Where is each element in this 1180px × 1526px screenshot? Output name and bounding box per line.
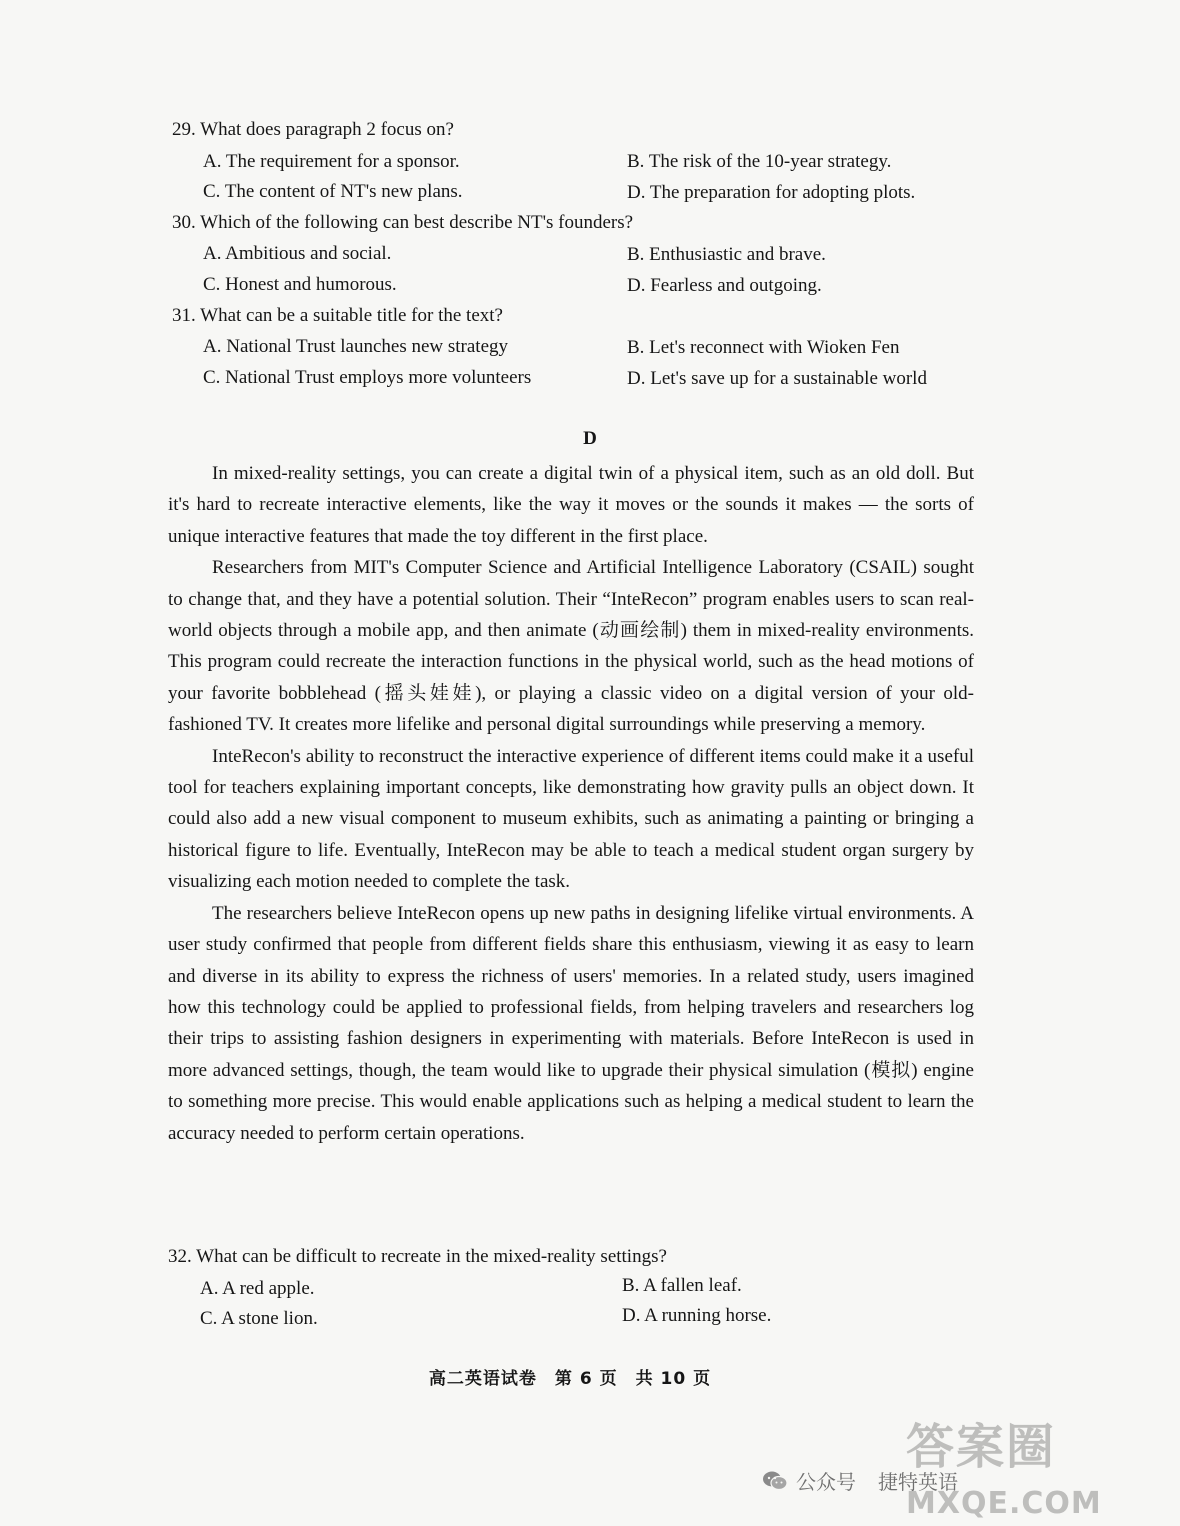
question-31-option-d: D. Let's save up for a sustainable world — [627, 368, 927, 389]
question-29-option-d: D. The preparation for adopting plots. — [627, 182, 916, 203]
question-30-option-d: D. Fearless and outgoing. — [627, 275, 822, 296]
section-title: D — [583, 428, 597, 449]
wechat-label: 公众号 — [796, 1470, 856, 1494]
passage-paragraph-3: InteRecon's ability to reconstruct the interactive experience of different items could make it a useful tool for teachers explaining important concepts, like demonstrating how gravity pulls an object down. It could also add a new visual component to museum exhibits, such as animating a painting or bringing a historical figure to life. Eventually, InteRecon may be able to teach a medical student organ surgery by visualizing each motion needed to complete the task. — [168, 745, 974, 893]
question-29-option-a: A. The requirement for a sponsor. — [203, 151, 460, 172]
question-29-option-b: B. The risk of the 10-year strategy. — [627, 151, 892, 172]
wechat-icon — [762, 1470, 788, 1492]
question-30-option-b: B. Enthusiastic and brave. — [627, 244, 826, 265]
question-29-stem: 29. What does paragraph 2 focus on? — [172, 119, 454, 140]
question-32-option-c: C. A stone lion. — [200, 1308, 318, 1329]
passage-paragraph-2: Researchers from MIT's Computer Science and Artificial Intelligence Laboratory (CSAIL) sought to change that, and they have a potential solution. Their “InteRecon” program enables users to scan real-world objects through a mobile app, and then animate (动画绘制) them in mixed-reality environments. This program could recreate the interaction functions in the physical world, such as the head motions of your favorite bobblehead (摇头娃娃), or playing a classic video on a digital version of your old-fashioned TV. It creates more lifelike and personal digital surroundings while preserving a memory. — [168, 557, 974, 736]
question-30-option-c: C. Honest and humorous. — [203, 274, 397, 295]
watermark-logo — [900, 1408, 1102, 1521]
question-32-option-a: A. A red apple. — [200, 1278, 315, 1299]
passage-paragraph-4: The researchers believe InteRecon opens up new paths in designing lifelike virtual environments. A user study confirmed that people from different fields share this enthusiasm, viewing it as easy to learn and diverse in its ability to express the richness of users' memories. In a related study, users imagined how this technology could be applied to professional fields, from helping travelers and researchers log their trips to assisting fashion designers in experimenting with materials. Before InteRecon is used in more advanced settings, though, the team would like to upgrade their physical simulation (模拟) engine to something more precise. This would enable applications such as helping a medical student to learn the accuracy needed to perform certain operations. — [168, 902, 974, 1144]
wechat-account: 捷特英语 — [878, 1470, 958, 1494]
question-31-option-c: C. National Trust employs more volunteers — [203, 367, 532, 388]
watermark-logo-url: MXQE.COM — [906, 1486, 1102, 1521]
passage-paragraph-1: In mixed-reality settings, you can create a digital twin of a physical item, such as an old doll. But it's hard to recreate interactive elements, like the way it moves or the sounds it makes — the sorts of unique interactive features that made the toy different in the first place. — [168, 463, 974, 547]
question-32-option-d: D. A running horse. — [622, 1305, 772, 1326]
passage-d — [168, 458, 974, 1149]
page-footer: 高二英语试卷 第 6 页 共 10 页 — [428, 1369, 712, 1389]
watermark-logo-text: 答案圈 — [906, 1419, 1057, 1475]
question-29-option-c: C. The content of NT's new plans. — [203, 181, 463, 202]
question-31-stem: 31. What can be a suitable title for the text? — [172, 305, 503, 326]
wechat-watermark — [762, 1466, 958, 1495]
question-31-option-b: B. Let's reconnect with Wioken Fen — [627, 337, 900, 358]
question-32-stem: 32. What can be difficult to recreate in the mixed-reality settings? — [168, 1246, 667, 1267]
question-31-option-a: A. National Trust launches new strategy — [203, 336, 509, 357]
question-32-option-b: B. A fallen leaf. — [622, 1275, 742, 1296]
question-30-stem: 30. Which of the following can best describe NT's founders? — [172, 212, 634, 233]
question-30-option-a: A. Ambitious and social. — [203, 243, 392, 264]
